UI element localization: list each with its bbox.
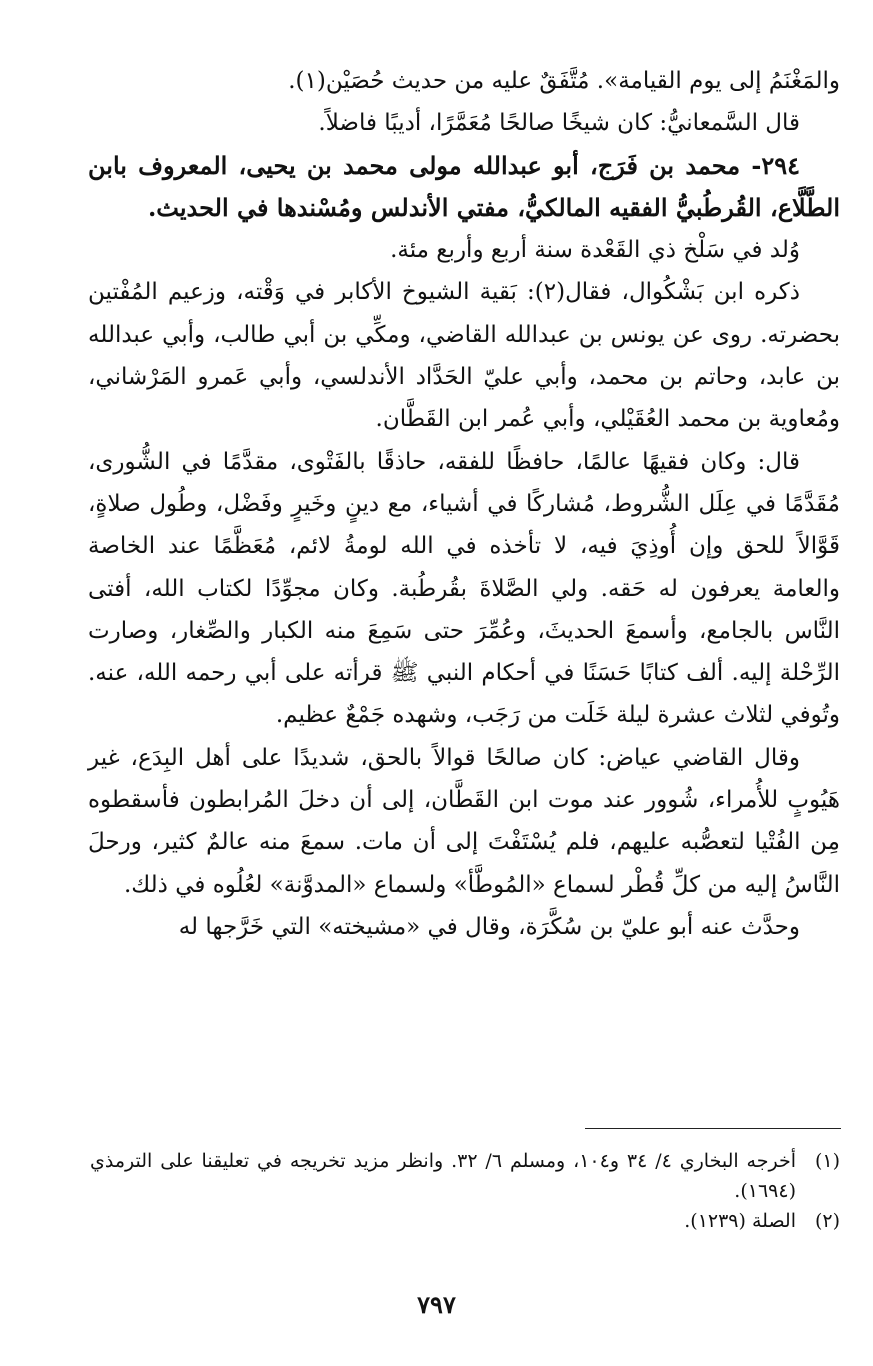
entry-heading-294: ٢٩٤- محمد بن فَرَج، أبو عبدالله مولى محمد بن يحيى، المعروف بابن الطَّلَّاع، القُرطُبيُّ الفقيه المالكيُّ، مفتي الأندلس ومُسْندها في الحديث.	[88, 150, 840, 222]
paragraph-birth: وُلد في سَلْخ ذي القَعْدة سنة أربع وأربع مئة.	[390, 237, 800, 264]
paragraph-hadith-end: والمَغْنَمُ إلى يوم القيامة». مُتَّفَقٌ عليه من حديث حُصَيْن(١).	[288, 68, 840, 94]
footnote-number: (١)	[814, 1150, 840, 1172]
footnotes	[90, 1146, 840, 1236]
paragraph-ibn-bashkuwal: ذكره ابن بَشْكُوال، فقال(٢): بَقية الشيوخ الأكابر في وَقْته، وزعيم المُفْتين بحضرته. روى عن يونس بن عبدالله القاضي، ومكِّي بن أبي طالب، وأبي عبدالله بن عابد، وحاتم بن محمد، وأبي عليّ الحَدَّاد الأندلسي، وأبي عَمرو المَرْشاني، ومُعاوية بن محمد العُقَيْلي، وأبي عُمر ابن القَطَّان.	[88, 279, 840, 433]
paragraph-samani: قال السَّمعانيُّ: كان شيخًا صالحًا مُعَمَّرًا، أديبًا فاضلاً.	[318, 110, 800, 137]
footnote-2	[90, 1206, 840, 1236]
paragraph-qadi-iyad: وقال القاضي عياض: كان صالحًا قوالاً بالحق، شديدًا على أهل البِدَع، غير هَيُوبٍ للأُمراء، شُوور عند موت ابن القَطَّان، إلى أن دخلَ المُرابطون فأسقطوه مِن الفُتْيا لتعصُّبه عليهم، فلم يُسْتَفْتَ إلى أن مات. سمعَ منه عالمٌ كثير، ورحلَ النَّاسُ إليه من كلِّ قُطْر لسماع «المُوطَّأ» ولسماع «المدوَّنة» لعُلُوه في ذلك.	[88, 744, 840, 898]
paragraph-description: قال: وكان فقيهًا عالمًا، حافظًا للفقه، حاذقًا بالفَتْوى، مقدَّمًا في الشُّورى، مُقَدَّمًا في عِلَل الشُّروط، مُشاركًا في أشياء، مع دينٍ وخَيرٍ وفَضْل، وطُول صلاةٍ، قَوَّالاً للحق وإن أُوذِيَ فيه، لا تأخذه في الله لومةُ لائم، مُعَظَّمًا عند الخاصة والعامة يعرفون له حَقه. ولي الصَّلاةَ بقُرطُبة. وكان مجوِّدًا لكتاب الله، أفتى النَّاس بالجامع، وأسمعَ الحديثَ، وعُمِّرَ حتى سَمِعَ منه الكبار والصِّغار، وصارت الرِّحْلة إليه. ألف كتابًا حَسَنًا في أحكام النبي ﷺ قرأته على أبي رحمه الله، عنه. وتُوفي لثلاث عشرة ليلة خَلَت من رَجَب، وشهده جَمْعٌ عظيم.	[88, 448, 840, 729]
footnote-1	[90, 1146, 840, 1206]
footnote-number: (٢)	[814, 1210, 840, 1232]
page-number: ٧٩٧	[417, 1290, 456, 1319]
footnote-text: أخرجه البخاري ٤/ ٣٤ و١٠٤، ومسلم ٦/ ٣٢. وانظر مزيد تخريجه في تعليقنا على الترمذي (١٦٩٤).	[90, 1150, 796, 1202]
footnote-text: الصلة (١٢٣٩).	[684, 1210, 796, 1232]
main-text	[88, 60, 840, 948]
paragraph-ibn-sukkara: وحدَّث عنه أبو عليّ بن سُكَّرَة، وقال في «مشيخته» التي خَرَّجها له	[178, 913, 800, 940]
footnote-divider	[585, 1128, 841, 1129]
